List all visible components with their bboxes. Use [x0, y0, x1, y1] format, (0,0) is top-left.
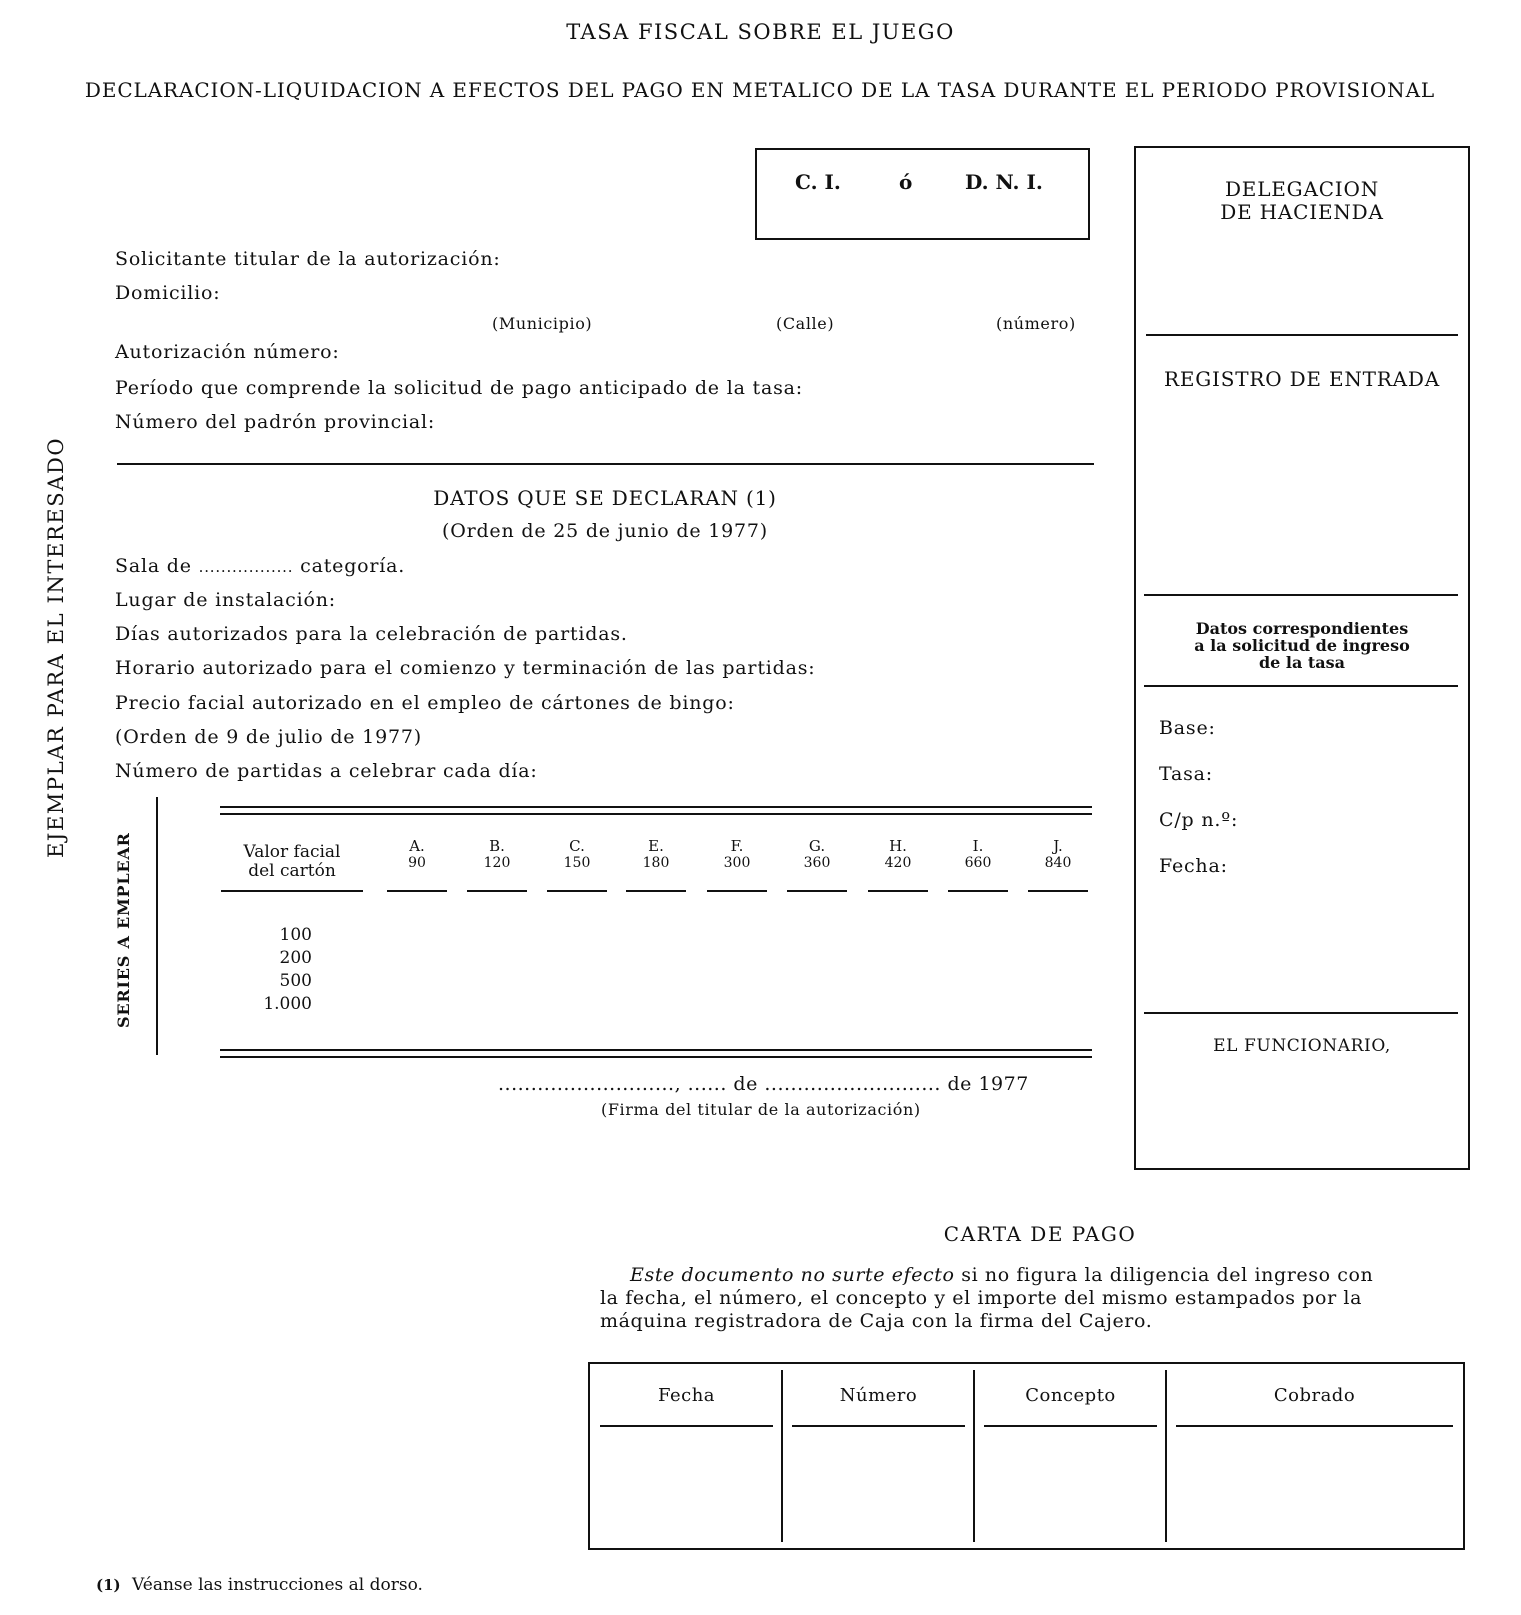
series-row-value: 100 [279, 925, 312, 945]
date-line-a: ..........................., ...... de [498, 1073, 758, 1095]
series-bottom-rule-2 [220, 1056, 1092, 1058]
categoria-label: categoría. [300, 555, 406, 577]
id-box [755, 148, 1090, 240]
delegacion-label [1136, 178, 1468, 224]
series-row-value: 200 [279, 948, 312, 968]
datos-orden: (Orden de 25 de junio de 1977) [442, 520, 768, 542]
carta-text-italic: Este documento no surte efecto [630, 1264, 955, 1286]
datos-line3: de la tasa [1258, 653, 1346, 672]
carta-text-line3: máquina registradora de Caja con la firma del Cajero. [600, 1310, 1153, 1332]
form-subtitle: DECLARACION-LIQUIDACION A EFECTOS DEL PAGO EN METALICO DE LA TASA DURANTE EL PERIODO PROVISIONAL [84, 78, 1436, 102]
carta-col-underline [792, 1425, 965, 1427]
carta-col-cobrado: Cobrado [1273, 1385, 1356, 1406]
periodo-field[interactable] [880, 377, 1094, 403]
carta-col-fecha: Fecha [657, 1385, 716, 1406]
valor-facial-header [222, 843, 362, 881]
panel-divider-3 [1144, 685, 1458, 687]
series-col-underline [547, 890, 607, 892]
carta-text-line1 [630, 1264, 1373, 1286]
series-bottom-rule-1 [220, 1049, 1092, 1051]
series-col-value: 840 [1044, 855, 1072, 871]
side-label-interesado: EJEMPLAR PARA EL INTERESADO [44, 436, 68, 858]
sala-dots: ................. [198, 558, 294, 576]
series-col-underline [787, 890, 847, 892]
numero-caption: (número) [996, 314, 1076, 333]
padron-label: Número del padrón provincial: [115, 411, 436, 433]
fecha-label: Fecha: [1159, 855, 1228, 877]
series-col-value: 180 [642, 855, 670, 871]
footnote [96, 1575, 423, 1595]
firma-caption: (Firma del titular de la autorización) [601, 1100, 921, 1119]
series-col-underline [467, 890, 527, 892]
carta-heading: CARTA DE PAGO [943, 1222, 1137, 1246]
solicitante-field[interactable] [540, 248, 1094, 274]
form-title: TASA FISCAL SOBRE EL JUEGO [566, 20, 955, 44]
series-side-label: SERIES A EMPLEAR [114, 832, 133, 1028]
tasa-label: Tasa: [1159, 763, 1214, 785]
series-col-underline [948, 890, 1008, 892]
series-col-underline [626, 890, 686, 892]
valor-facial-line1: Valor facial [243, 842, 341, 862]
periodo-label: Período que comprende la solicitud de pago anticipado de la tasa: [115, 377, 803, 399]
series-col-8 [1023, 838, 1093, 872]
cp-field[interactable] [1250, 809, 1459, 835]
delegacion-line1: DELEGACION [1224, 177, 1380, 201]
series-col-value: 150 [563, 855, 591, 871]
series-col-7 [943, 838, 1013, 872]
series-col-6 [863, 838, 933, 872]
series-col-value: 660 [964, 855, 992, 871]
series-top-rule-2 [220, 813, 1092, 815]
partidas-label: Número de partidas a celebrar cada día: [115, 760, 538, 782]
registro-label: REGISTRO DE ENTRADA [1163, 367, 1440, 391]
series-col-value: 360 [803, 855, 831, 871]
lugar-label: Lugar de instalación: [115, 589, 336, 611]
horario-field[interactable] [880, 657, 1094, 683]
series-col-value: 90 [408, 855, 426, 871]
funcionario-label: EL FUNCIONARIO, [1213, 1036, 1391, 1056]
datos-correspondientes [1136, 620, 1468, 671]
autorizacion-label: Autorización número: [115, 341, 340, 363]
lugar-field[interactable] [355, 589, 1094, 615]
base-label: Base: [1159, 717, 1216, 739]
series-col-1 [462, 838, 532, 872]
panel-divider-4 [1144, 1012, 1458, 1014]
datos-heading: DATOS QUE SE DECLARAN (1) [433, 486, 777, 510]
municipio-caption: (Municipio) [492, 314, 593, 333]
cp-label: C/p n.º: [1159, 809, 1239, 831]
valor-facial-underline [221, 890, 363, 892]
panel-divider-2 [1144, 594, 1458, 596]
date-line-b: ........................... de 1977 [764, 1073, 1029, 1095]
series-col-value: 420 [884, 855, 912, 871]
series-col-2 [542, 838, 612, 872]
footnote-text: Véanse las instrucciones al dorso. [132, 1575, 423, 1595]
carta-col-número: Número [839, 1385, 918, 1406]
dias-label: Días autorizados para la celebración de partidas. [115, 623, 628, 645]
series-col-0 [382, 838, 452, 872]
delegacion-line2: DE HACIENDA [1220, 200, 1384, 224]
series-col-value: 300 [723, 855, 751, 871]
section-divider [117, 463, 1094, 465]
o-label: ó [899, 170, 913, 194]
precio-label: Precio facial autorizado en el empleo de cártones de bingo: [115, 692, 735, 714]
series-col-underline [1028, 890, 1088, 892]
carta-text-rest: si no figura la diligencia del ingreso con [961, 1264, 1374, 1286]
series-col-4 [702, 838, 772, 872]
domicilio-field[interactable] [230, 282, 1094, 308]
series-col-letter: I. [972, 837, 984, 855]
carta-col-concepto: Concepto [1025, 1385, 1116, 1406]
autorizacion-field[interactable] [360, 341, 1094, 367]
carta-col-sep-1 [781, 1370, 783, 1542]
series-col-letter: H. [889, 837, 907, 855]
series-col-value: 120 [483, 855, 511, 871]
series-col-underline [868, 890, 928, 892]
series-left-rule [156, 797, 158, 1055]
dni-label: D. N. I. [965, 170, 1043, 194]
series-col-letter: G. [808, 837, 826, 855]
footnote-mark: (1) [96, 1576, 121, 1594]
sala-label: Sala de [115, 555, 192, 577]
series-col-3 [621, 838, 691, 872]
series-col-letter: J. [1053, 837, 1063, 855]
sala-row [115, 555, 405, 577]
carta-col-sep-3 [1165, 1370, 1167, 1542]
calle-caption: (Calle) [776, 314, 835, 333]
series-col-underline [387, 890, 447, 892]
carta-col-underline [984, 1425, 1157, 1427]
valor-facial-line2: del cartón [248, 861, 336, 881]
carta-col-underline [1176, 1425, 1453, 1427]
series-col-letter: A. [409, 837, 425, 855]
tasa-field[interactable] [1225, 763, 1459, 789]
fecha-field[interactable] [1235, 855, 1459, 881]
orden2-label: (Orden de 9 de julio de 1977) [115, 726, 422, 748]
carta-col-sep-2 [973, 1370, 975, 1542]
ci-label: C. I. [795, 170, 841, 194]
horario-label: Horario autorizado para el comienzo y terminación de las partidas: [115, 657, 816, 679]
series-col-letter: B. [489, 837, 505, 855]
series-col-letter: F. [730, 837, 744, 855]
series-top-rule-1 [220, 806, 1092, 808]
solicitante-label: Solicitante titular de la autorización: [115, 248, 501, 270]
padron-field[interactable] [480, 411, 1094, 437]
series-col-5 [782, 838, 852, 872]
datos-line2: a la solicitud de ingreso [1194, 636, 1410, 655]
date-line [498, 1073, 1029, 1095]
series-col-underline [707, 890, 767, 892]
partidas-field[interactable] [580, 760, 1094, 786]
series-row-value: 500 [279, 971, 312, 991]
domicilio-label: Domicilio: [115, 282, 221, 304]
carta-text-line2: la fecha, el número, el concepto y el importe del mismo estampados por la [600, 1287, 1363, 1309]
panel-divider-1 [1146, 334, 1458, 336]
carta-col-underline [600, 1425, 773, 1427]
base-field[interactable] [1225, 717, 1459, 743]
datos-line1: Datos correspondientes [1195, 619, 1409, 638]
series-row-value: 1.000 [263, 994, 312, 1014]
series-col-letter: C. [569, 837, 585, 855]
series-col-letter: E. [648, 837, 664, 855]
